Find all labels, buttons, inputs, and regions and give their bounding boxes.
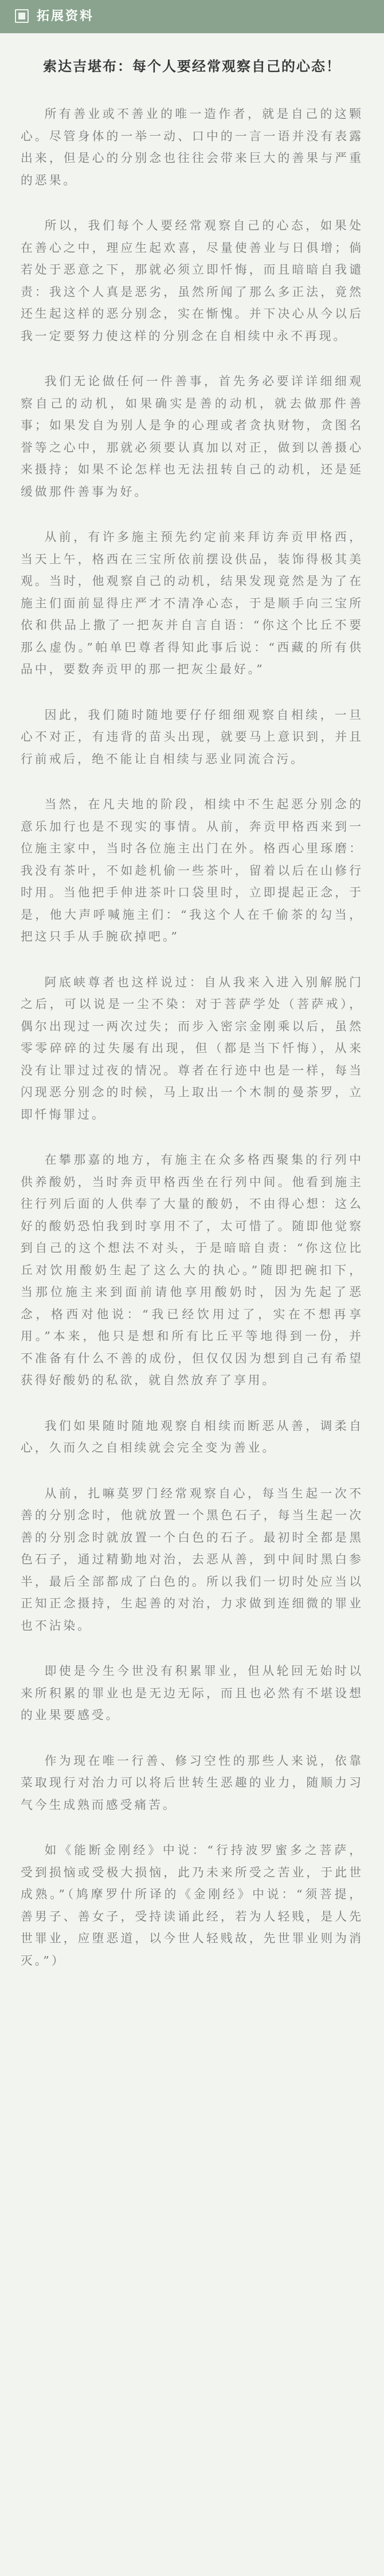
article <box>21 53 363 1995</box>
paragraph: 所有善业或不善业的唯一造作者，就是自己的这颗心。尽管身体的一举一动、口中的一言一语并没有表露出来，但是心的分别念也往往会带来巨大的善果与严重的恶果。 <box>21 107 363 187</box>
paragraph: 从前，有许多施主预先约定前来拜访奔贡甲格西，当天上午，格西在三宝所依前摆设供品，装饰得极其美观。当时，他观察自己的动机，结果发现竟然是为了在施主们面前显得庄严才不清净心态，于是顺手向三宝所依和供品上撒了一把灰并自言自语：“你这个比丘不要那么虚伪。”帕单巴尊者得知此事后说：“西藏的所有供品中，要数奔贡甲的那一把灰尘最好。” <box>21 530 363 676</box>
section-header <box>0 0 384 33</box>
paragraph: 阿底峡尊者也这样说过：自从我来入进入别解脱门之后，可以说是一尘不染：对于菩萨学处（菩萨戒），偶尔出现过一两次过失；而步入密宗金刚乘以后，虽然零零碎碎的过失屡有出现，但（都是当下忏悔），从来没有让罪过过夜的情况。尊者在行迹中也是一样，每当闪现恶分别念的时候，马上取出一个木制的曼荼罗，立即忏悔罪过。 <box>21 975 363 1121</box>
paragraph: 如《能断金刚经》中说：“行持波罗蜜多之菩萨，受到损恼或受极大损恼，此乃未来所受之苦业，于此世成熟。”（鸠摩罗什所译的《金刚经》中说：“须菩提，善男子、善女子，受持读诵此经，若为人轻贱，是人先世罪业，应堕恶道，以今世人轻贱故，先世罪业则为消灭。”） <box>21 1843 363 1967</box>
paragraph: 在攀那嘉的地方，有施主在众多格西聚集的行列中供养酸奶，当时奔贡甲格西坐在行列中间。他看到施主往行列后面的人供奉了大量的酸奶，不由得心想：这么好的酸奶恐怕我到时享用不了，太可惜了。随即他觉察到自己的这个想法不对头，于是暗暗自责：“你这位比丘对饮用酸奶生起了这么大的执心。”随即把碗扣下，当那位施主来到面前请他享用酸奶时，因为先起了恶念，格西对他说：“我已经饮用过了，实在不想再享用。”本来，他只是想和所有比丘平等地得到一份，并不准备有什么不善的成份，但仅仅因为想到自己有希望获得好酸奶的私欲，就自然放弃了享用。 <box>21 1153 363 1387</box>
article-title: 索达吉堪布：每个人要经常观察自己的心态！ <box>43 58 341 74</box>
paragraph: 我们无论做任何一件善事，首先务必要详详细细观察自己的动机，如果确实是善的动机，就去做那件善事；如果发自为别人是争的心理或者贪执财物，贪图名誉等之心中，那就必须要认真加以对正，做到以善摄心来摄持；如果不论怎样也无法扭转自己的动机，还是延缓做那件善事为好。 <box>21 374 363 499</box>
paragraph: 即使是今生今世没有积累罪业，但从轮回无始时以来所积累的罪业也是无边无际，而且也必然有不堪设想的业果要感受。 <box>21 1664 363 1722</box>
paragraph: 作为现在唯一行善、修习空性的那些人来说，依靠菜取现行对治力可以将后世转生恶趣的业力，随顺力习气今生成熟而感受痛苦。 <box>21 1753 363 1812</box>
paragraph: 从前，扎嘛莫罗门经常观察自心，每当生起一次不善的分别念时，他就放置一个黑色石子，每当生起一次善的分别念时就放置一个白色的石子。最初时全都是黑色石子，通过精勤地对治，去恶从善，到中间时黑白参半，最后全部都成了白色的。所以我们一切时处应当以正知正念摄持，生起善的对治，力求做到连细微的罪业也不沾染。 <box>21 1486 363 1633</box>
paragraph: 因此，我们随时随地要仔仔细细观察自相续，一旦心不对正，有违背的苗头出现，就要马上意识到，并且行前戒后，绝不能让自相续与恶业同流合污。 <box>21 708 363 766</box>
paragraph: 我们如果随时随地观察自相续而断恶从善，调柔自心，久而久之自相续就会完全变为善业。 <box>21 1419 363 1455</box>
paragraph: 当然，在凡夫地的阶段，相续中不生起恶分别念的意乐加行也是不现实的事情。从前，奔贡甲格西来到一位施主家中，当时各位施主出门在外。格西心里琢磨：我没有茶叶，不如趁机偷一些茶叶，留着以后在山修行时用。当他把手伸进茶叶口袋里时，立即提起正念，于是，他大声呼喊施主们：“我这个人在千偷茶的勾当，把这只手从手腕砍掉吧。” <box>21 797 363 943</box>
square-frame-icon <box>15 9 29 23</box>
section-title: 拓展资料 <box>37 9 95 23</box>
paragraph: 所以，我们每个人要经常观察自己的心态，如果处在善心之中，理应生起欢喜，尽量使善业与日俱增；倘若处于恶意之下，那就必须立即忏悔，而且暗暗自我谴责：我这个人真是恶劣，虽然所闻了那么多正法，竟然还生起这样的恶分别念，实在惭愧。并下决心从今以后我一定要努力使这样的分别念在自相续中永不再现。 <box>21 219 363 343</box>
